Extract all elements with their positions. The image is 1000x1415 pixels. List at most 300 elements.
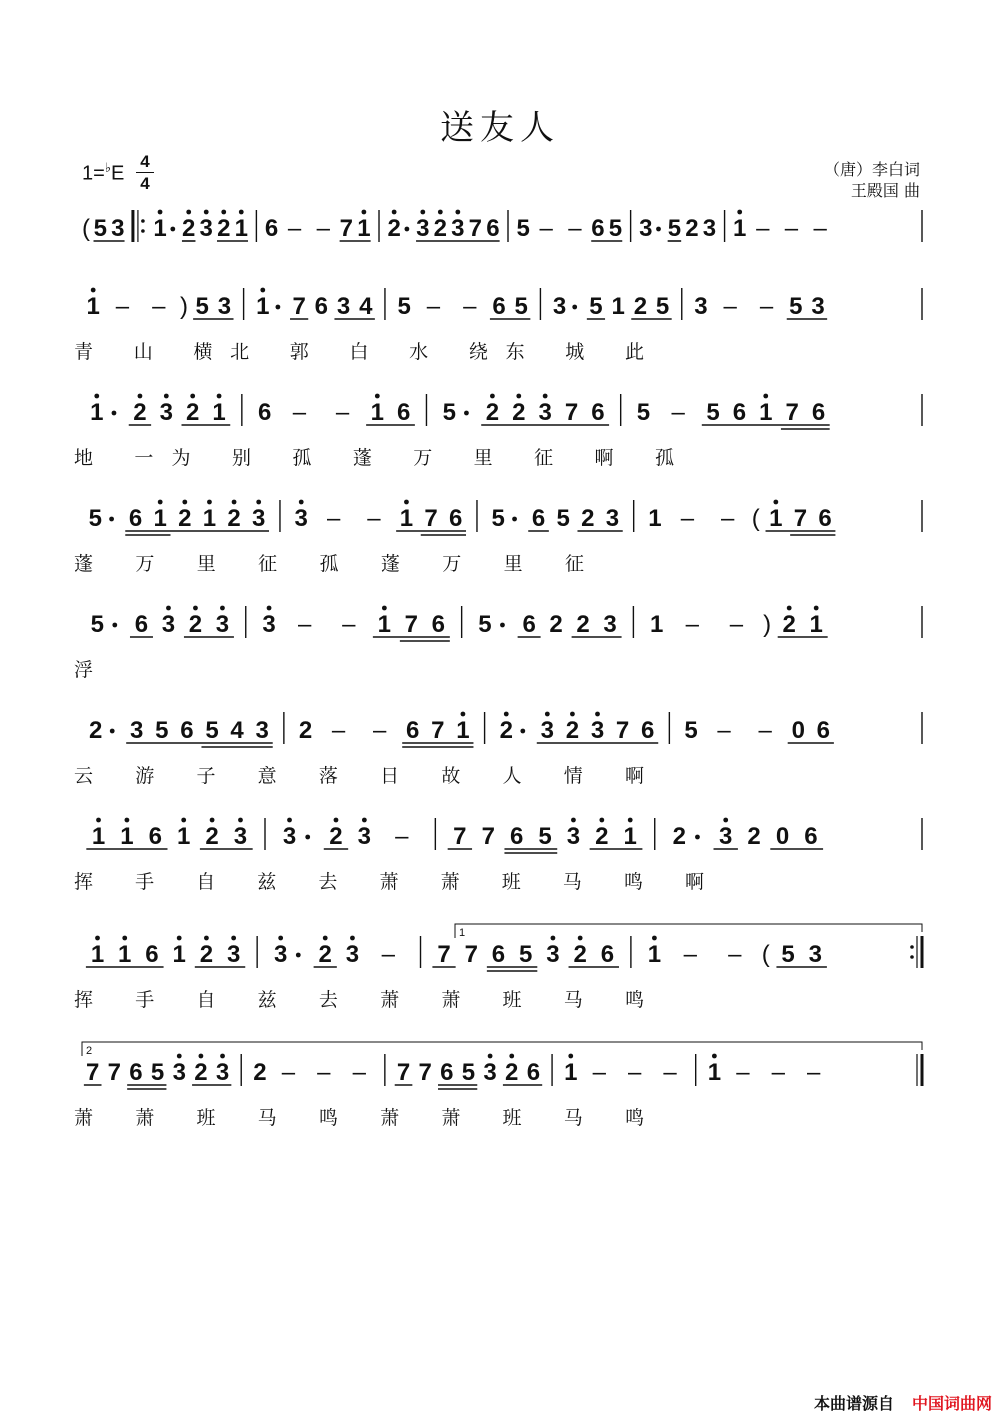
note-digit: 6: [314, 293, 329, 320]
note-digit: 6: [397, 399, 411, 426]
lyrics-line: 青 山 横北 郭 白 水 绕东 城 此: [74, 342, 645, 363]
sustain-dash: –: [115, 293, 130, 320]
note-digit: 2: [194, 1059, 208, 1086]
note-digit: 1: [809, 611, 823, 638]
sustain-dash: –: [317, 1059, 331, 1086]
augmentation-dot: [305, 835, 310, 840]
note-digit: 5: [516, 215, 530, 242]
note-digit: 6: [449, 505, 463, 532]
octave-dot: [181, 818, 186, 823]
volta-bracket: [82, 1042, 922, 1056]
note-digit: 1: [370, 399, 384, 426]
note-digit: 3: [252, 505, 266, 532]
note-digit: 3: [357, 823, 372, 850]
note-digit: 5: [150, 1059, 165, 1086]
note-digit: 1: [256, 293, 270, 320]
octave-dot: [334, 818, 339, 823]
octave-dot: [231, 936, 236, 941]
parenthesis: (: [761, 941, 770, 968]
octave-dot: [737, 210, 742, 215]
note-digit: 1: [357, 215, 371, 242]
sustain-dash: –: [342, 611, 356, 638]
note-digit: 5: [667, 215, 682, 242]
note-digit: 2: [672, 823, 686, 850]
sustain-dash: –: [628, 1059, 642, 1086]
note-digit: 6: [509, 823, 524, 850]
note-digit: 5: [478, 611, 492, 638]
octave-dot: [190, 394, 195, 399]
note-digit: 6: [600, 941, 615, 968]
note-digit: 1: [611, 293, 625, 320]
note-digit: 3: [566, 823, 581, 850]
octave-dot: [158, 500, 163, 505]
note-digit: 2: [581, 505, 595, 532]
octave-dot: [488, 1054, 493, 1059]
augmentation-dot: [109, 517, 114, 522]
note-digit: 3: [226, 941, 241, 968]
note-digit: 7: [464, 941, 478, 968]
key-prefix: 1=: [82, 162, 105, 185]
octave-dot: [207, 500, 212, 505]
note-digit: 2: [298, 717, 313, 744]
footer-site-link[interactable]: 中国词曲网: [911, 1394, 992, 1413]
note-digit: 5: [442, 399, 456, 426]
sustain-dash: –: [756, 215, 770, 242]
augmentation-dot: [170, 227, 175, 232]
note-digit: 1: [153, 215, 167, 242]
sustain-dash: –: [297, 611, 312, 638]
note-digit: 3: [161, 611, 176, 638]
sustain-dash: –: [327, 505, 341, 532]
sustain-dash: –: [728, 941, 742, 968]
lyrics-line: 浮: [74, 660, 94, 681]
note-digit: 2: [182, 215, 196, 242]
note-digit: 5: [781, 941, 795, 968]
sustain-dash: –: [683, 941, 697, 968]
note-digit: 1: [118, 941, 132, 968]
octave-dot: [350, 936, 355, 941]
sustain-dash: –: [736, 1059, 750, 1086]
note-digit: 5: [589, 293, 603, 320]
note-digit: 1: [650, 611, 664, 638]
note-digit: 6: [591, 399, 605, 426]
note-digit: 6: [145, 941, 159, 968]
octave-dot: [504, 712, 509, 717]
note-digit: 1: [212, 399, 226, 426]
note-digit: 1: [648, 505, 662, 532]
repeat-dot: [910, 955, 914, 959]
note-digit: 6: [732, 399, 747, 426]
sustain-dash: –: [759, 293, 774, 320]
octave-dot: [543, 394, 548, 399]
note-digit: 1: [86, 293, 100, 320]
sustain-dash: –: [539, 215, 553, 242]
octave-dot: [186, 210, 191, 215]
note-digit: 6: [522, 611, 536, 638]
note-digit: 1: [456, 717, 470, 744]
note-digit: 6: [148, 823, 162, 850]
sustain-dash: –: [663, 1059, 677, 1086]
sustain-dash: –: [771, 1059, 785, 1086]
note-digit: 3: [282, 823, 297, 850]
note-digit: 1: [399, 505, 414, 532]
sustain-dash: –: [395, 823, 409, 850]
octave-dot: [166, 606, 171, 611]
note-digit: 6: [641, 717, 655, 744]
sustain-dash: –: [281, 1059, 296, 1086]
octave-dot: [420, 210, 425, 215]
volta-number: 1: [459, 927, 466, 939]
octave-dot: [509, 1054, 514, 1059]
song-title: 送友人: [440, 108, 560, 148]
augmentation-dot: [520, 729, 525, 734]
octave-dot: [287, 818, 292, 823]
lyrics-line: 挥 手 自 兹 去 萧 萧 班 马 鸣 啊: [74, 872, 705, 893]
note-digit: 1: [647, 941, 662, 968]
octave-dot: [204, 210, 209, 215]
sustain-dash: –: [381, 941, 396, 968]
note-digit: 2: [133, 399, 147, 426]
note-digit: 3: [262, 611, 276, 638]
note-digit: 2: [188, 611, 203, 638]
note-digit: 6: [406, 717, 420, 744]
note-digit: 6: [591, 215, 605, 242]
note-digit: 6: [818, 505, 832, 532]
lyrics-line: 地 一为 别 孤 蓬 万 里 征 啊 孤: [74, 448, 674, 469]
note-digit: 3: [540, 717, 555, 744]
sustain-dash: –: [813, 215, 827, 242]
note-digit: 1: [177, 823, 191, 850]
note-digit: 7: [86, 1059, 100, 1086]
octave-dot: [404, 500, 409, 505]
parenthesis: (: [81, 215, 90, 242]
note-digit: 3: [255, 717, 269, 744]
note-digit: 5: [789, 293, 803, 320]
note-digit: 2: [88, 717, 103, 744]
octave-dot: [238, 818, 243, 823]
note-digit: 2: [485, 399, 500, 426]
note-digit: 5: [461, 1059, 476, 1086]
note-digit: 3: [590, 717, 605, 744]
note-digit: 2: [329, 823, 343, 850]
note-digit: 5: [205, 717, 219, 744]
note-digit: 4: [230, 717, 244, 744]
note-digit: 3: [552, 293, 567, 320]
parenthesis: (: [751, 505, 760, 532]
note-digit: 5: [538, 823, 552, 850]
sustain-dash: –: [352, 1059, 366, 1086]
note-digit: 7: [292, 293, 306, 320]
note-digit: 1: [90, 399, 104, 426]
note-digit: 3: [130, 717, 144, 744]
sustain-dash: –: [680, 505, 695, 532]
note-digit: 4: [359, 293, 373, 320]
octave-dot: [138, 394, 143, 399]
note-digit: 2: [512, 399, 526, 426]
sustain-dash: –: [784, 215, 799, 242]
note-digit: 6: [811, 399, 826, 426]
volta-bracket: [455, 924, 922, 938]
note-digit: 2: [505, 1059, 519, 1086]
note-digit: 7: [468, 215, 483, 242]
note-digit: 7: [431, 717, 445, 744]
note-digit: 6: [804, 823, 818, 850]
note-digit: 5: [195, 293, 209, 320]
octave-dot: [773, 500, 778, 505]
repeat-dot: [141, 219, 145, 223]
note-digit: 7: [107, 1059, 122, 1086]
octave-dot: [125, 818, 130, 823]
note-digit: 6: [491, 941, 506, 968]
octave-dot: [723, 818, 728, 823]
note-digit: 2: [595, 823, 609, 850]
note-digit: 3: [294, 505, 308, 532]
note-digit: 2: [499, 717, 513, 744]
octave-dot: [193, 606, 198, 611]
note-digit: 2: [318, 941, 332, 968]
note-digit: 1: [202, 505, 217, 532]
octave-dot: [122, 936, 127, 941]
note-digit: 0: [791, 717, 805, 744]
octave-dot: [94, 394, 99, 399]
note-digit: 7: [424, 505, 438, 532]
sustain-dash: –: [367, 505, 381, 532]
octave-dot: [382, 606, 387, 611]
sustain-dash: –: [592, 1059, 606, 1086]
note-digit: 2: [433, 215, 448, 242]
lyrics-line: 云 游 子 意 落 日 故 人 情 啊: [74, 766, 644, 787]
octave-dot: [392, 210, 397, 215]
repeat-dot: [141, 229, 145, 233]
note-digit: 1: [759, 399, 773, 426]
key-note: E: [110, 162, 125, 185]
augmentation-dot: [296, 953, 301, 958]
augmentation-dot: [695, 835, 700, 840]
repeat-dot: [910, 945, 914, 949]
note-digit: 5: [90, 611, 104, 638]
note-digit: 6: [129, 1059, 143, 1086]
volta-number: 2: [86, 1045, 93, 1057]
sustain-dash: –: [426, 293, 441, 320]
meter-numerator: 4: [140, 152, 150, 171]
note-digit: 5: [397, 293, 411, 320]
note-digit: 3: [603, 611, 617, 638]
note-digit: 2: [178, 505, 192, 532]
sustain-dash: –: [316, 215, 330, 242]
note-digit: 3: [538, 399, 552, 426]
note-digit: 7: [339, 215, 354, 242]
note-digit: 0: [775, 823, 790, 850]
note-digit: 3: [811, 293, 825, 320]
note-digit: 2: [633, 293, 648, 320]
note-digit: 3: [483, 1059, 497, 1086]
note-digit: 6: [531, 505, 546, 532]
note-digit: 1: [564, 1059, 578, 1086]
note-digit: 3: [199, 215, 213, 242]
augmentation-dot: [572, 305, 577, 310]
note-digit: 6: [492, 293, 506, 320]
note-digit: 3: [233, 823, 248, 850]
note-digit: 2: [685, 215, 699, 242]
flat-sign: ♭: [104, 160, 111, 175]
note-digit: 7: [793, 505, 808, 532]
note-digit: 6: [440, 1059, 454, 1086]
note-digit: 3: [273, 941, 288, 968]
note-digit: 6: [264, 215, 279, 242]
sustain-dash: –: [335, 399, 350, 426]
octave-dot: [164, 394, 169, 399]
octave-dot: [551, 936, 556, 941]
sustain-dash: –: [292, 399, 307, 426]
note-digit: 3: [336, 293, 351, 320]
note-digit: 7: [404, 611, 419, 638]
meter-denominator: 4: [140, 174, 150, 193]
octave-dot: [490, 394, 495, 399]
octave-dot: [256, 500, 261, 505]
octave-dot: [578, 936, 583, 941]
octave-dot: [95, 936, 100, 941]
sustain-dash: –: [717, 717, 731, 744]
octave-dot: [217, 394, 222, 399]
sustain-dash: –: [721, 505, 735, 532]
note-digit: 5: [88, 505, 102, 532]
note-digit: 2: [199, 941, 214, 968]
octave-dot: [260, 288, 265, 293]
note-digit: 1: [153, 505, 167, 532]
note-digit: 3: [702, 215, 717, 242]
note-digit: 2: [387, 215, 401, 242]
note-digit: 1: [769, 505, 783, 532]
note-digit: 2: [186, 399, 200, 426]
octave-dot: [198, 1054, 203, 1059]
octave-dot: [571, 818, 576, 823]
note-digit: 3: [345, 941, 360, 968]
octave-dot: [177, 1054, 182, 1059]
note-digit: 6: [526, 1059, 541, 1086]
note-digit: 2: [747, 823, 761, 850]
note-digit: 7: [564, 399, 579, 426]
augmentation-dot: [110, 729, 115, 734]
octave-dot: [182, 500, 187, 505]
note-digit: 5: [514, 293, 528, 320]
octave-dot: [568, 1054, 573, 1059]
note-digit: 6: [134, 611, 149, 638]
sustain-dash: –: [671, 399, 685, 426]
octave-dot: [595, 712, 600, 717]
octave-dot: [763, 394, 768, 399]
note-digit: 1: [120, 823, 134, 850]
sustain-dash: –: [331, 717, 346, 744]
augmentation-dot: [512, 517, 517, 522]
octave-dot: [461, 712, 466, 717]
note-digit: 3: [416, 215, 430, 242]
note-digit: 5: [155, 717, 169, 744]
sustain-dash: –: [152, 293, 166, 320]
note-digit: 3: [217, 293, 232, 320]
octave-dot: [814, 606, 819, 611]
octave-dot: [91, 288, 96, 293]
augmentation-dot: [112, 411, 117, 416]
note-digit: 3: [719, 823, 733, 850]
note-digit: 3: [639, 215, 653, 242]
octave-dot: [299, 500, 304, 505]
note-digit: 3: [605, 505, 620, 532]
note-digit: 6: [486, 215, 500, 242]
octave-dot: [570, 712, 575, 717]
note-digit: 7: [396, 1059, 411, 1086]
composer-credit: 王殿国 曲: [850, 181, 920, 200]
octave-dot: [516, 394, 521, 399]
note-digit: 2: [549, 611, 563, 638]
note-digit: 7: [453, 823, 467, 850]
note-digit: 1: [623, 823, 637, 850]
augmentation-dot: [500, 623, 505, 628]
note-digit: 2: [576, 611, 590, 638]
octave-dot: [96, 818, 101, 823]
note-digit: 2: [217, 215, 231, 242]
note-digit: 1: [733, 215, 747, 242]
note-digit: 3: [215, 1059, 230, 1086]
note-digit: 5: [519, 941, 533, 968]
octave-dot: [232, 500, 237, 505]
lyrics-line: 蓬 万 里 征 孤 蓬 万 里 征: [74, 554, 584, 575]
note-digit: 3: [546, 941, 560, 968]
augmentation-dot: [656, 227, 661, 232]
sustain-dash: –: [758, 717, 772, 744]
octave-dot: [220, 1054, 225, 1059]
octave-dot: [628, 818, 633, 823]
note-digit: 2: [227, 505, 241, 532]
sustain-dash: –: [685, 611, 699, 638]
note-digit: 5: [93, 215, 107, 242]
sustain-dash: –: [287, 215, 302, 242]
sustain-dash: –: [463, 293, 477, 320]
note-digit: 5: [684, 717, 698, 744]
augmentation-dot: [112, 623, 117, 628]
octave-dot: [599, 818, 604, 823]
note-digit: 5: [491, 505, 505, 532]
octave-dot: [361, 210, 366, 215]
octave-dot: [267, 606, 272, 611]
note-digit: 2: [573, 941, 587, 968]
note-digit: 3: [215, 611, 230, 638]
sustain-dash: –: [807, 1059, 821, 1086]
octave-dot: [210, 818, 215, 823]
lyrics-line: 萧 萧 班 马 鸣 萧 萧 班 马 鸣: [74, 1108, 644, 1129]
octave-dot: [204, 936, 209, 941]
note-digit: 6: [257, 399, 272, 426]
note-digit: 5: [655, 293, 670, 320]
augmentation-dot: [404, 227, 409, 232]
note-digit: 5: [706, 399, 720, 426]
sustain-dash: –: [568, 215, 582, 242]
octave-dot: [375, 394, 380, 399]
augmentation-dot: [464, 411, 469, 416]
sustain-dash: –: [723, 293, 737, 320]
note-digit: 1: [90, 941, 105, 968]
note-digit: 3: [694, 293, 708, 320]
note-digit: 7: [615, 717, 630, 744]
octave-dot: [239, 210, 244, 215]
sustain-dash: –: [729, 611, 744, 638]
note-digit: 1: [377, 611, 392, 638]
note-digit: 3: [159, 399, 173, 426]
note-digit: 7: [437, 941, 451, 968]
note-digit: 7: [481, 823, 495, 850]
note-digit: 2: [782, 611, 796, 638]
note-digit: 7: [785, 399, 799, 426]
octave-dot: [220, 606, 225, 611]
